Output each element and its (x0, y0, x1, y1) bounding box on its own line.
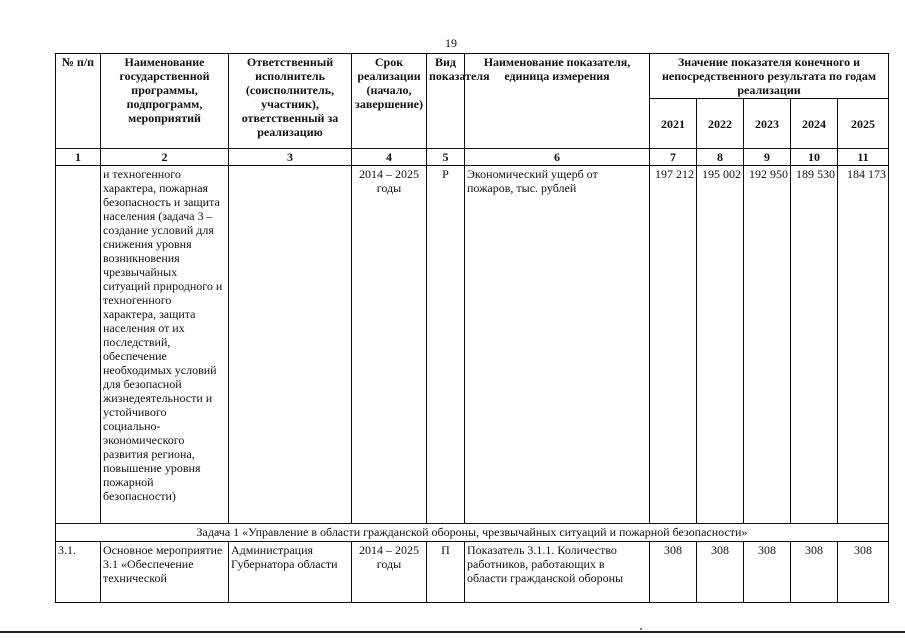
column-number: 8 (697, 149, 744, 166)
header-responsible: Ответственный исполнитель (соисполнитель, участник), ответственный за реализацию (229, 54, 352, 149)
header-values-group: Значение показателя конечного и непосредственного результата по годам реализации (650, 54, 889, 99)
row-indicator: Показатель 3.1.1. Количество работников, работающих в области гражданской обороны (465, 542, 650, 603)
row-value-2025: 184 173 (838, 166, 889, 524)
row-value-2021: 308 (650, 542, 697, 603)
header-num: № п/п (56, 54, 101, 149)
column-number: 3 (229, 149, 352, 166)
column-number: 5 (427, 149, 465, 166)
header-row (56, 54, 889, 99)
program-table (55, 53, 889, 603)
row-period: 2014 – 2025 годы (352, 542, 427, 603)
row-num (56, 166, 101, 524)
row-value-2023: 308 (744, 542, 791, 603)
column-number: 6 (465, 149, 650, 166)
task-title: Задача 1 «Управление в области гражданской обороны, чрезвычайных ситуаций и пожарной безопасности» (56, 524, 889, 542)
header-name: Наименование государственной программы, подпрограмм, мероприятий (101, 54, 229, 149)
column-number: 4 (352, 149, 427, 166)
column-number: 9 (744, 149, 791, 166)
row-name: Основное мероприятие 3.1 «Обеспечение технической (101, 542, 229, 603)
row-value-2022: 195 002 (697, 166, 744, 524)
row-value-2021: 197 212 (650, 166, 697, 524)
column-number: 2 (101, 149, 229, 166)
row-value-2025: 308 (838, 542, 889, 603)
row-num: 3.1. (56, 542, 101, 603)
row-name: и техногенного характера, пожарная безопасность и защита населения (задача 3 – создание условий для снижения уровня возникновения чрезвычайных ситуаций природного и техногенного характера, защита населения от их последствий, обеспечение необходимых условий для безопасной жизнедеятельности и устойчивого социально-экономического развития региона, повышение уровня пожарной безопасности) (101, 166, 229, 524)
header-period: Срок реализации (начало, завершение) (352, 54, 427, 149)
scan-speck (640, 628, 642, 630)
header-indicator: Наименование показателя, единица измерения (465, 54, 650, 149)
row-value-2023: 192 950 (744, 166, 791, 524)
header-year-2023: 2023 (744, 99, 791, 149)
row-type: Р (427, 166, 465, 524)
row-responsible (229, 166, 352, 524)
header-year-2025: 2025 (838, 99, 889, 149)
table-row (56, 166, 889, 524)
task-row (56, 524, 889, 542)
header-year-2024: 2024 (791, 99, 838, 149)
row-type: П (427, 542, 465, 603)
column-number: 1 (56, 149, 101, 166)
header-year-2021: 2021 (650, 99, 697, 149)
column-number: 7 (650, 149, 697, 166)
row-responsible: Администрация Губернатора области (229, 542, 352, 603)
header-year-2022: 2022 (697, 99, 744, 149)
row-value-2024: 189 530 (791, 166, 838, 524)
header-type: Вид показателя (427, 54, 465, 149)
row-value-2024: 308 (791, 542, 838, 603)
column-number: 11 (838, 149, 889, 166)
table-row (56, 542, 889, 603)
scan-edge (0, 631, 905, 633)
page-number: 19 (445, 36, 457, 50)
row-value-2022: 308 (697, 542, 744, 603)
row-indicator: Экономический ущерб от пожаров, тыс. рублей (465, 166, 650, 524)
column-numbers-row (56, 149, 889, 166)
column-number: 10 (791, 149, 838, 166)
row-period: 2014 – 2025 годы (352, 166, 427, 524)
